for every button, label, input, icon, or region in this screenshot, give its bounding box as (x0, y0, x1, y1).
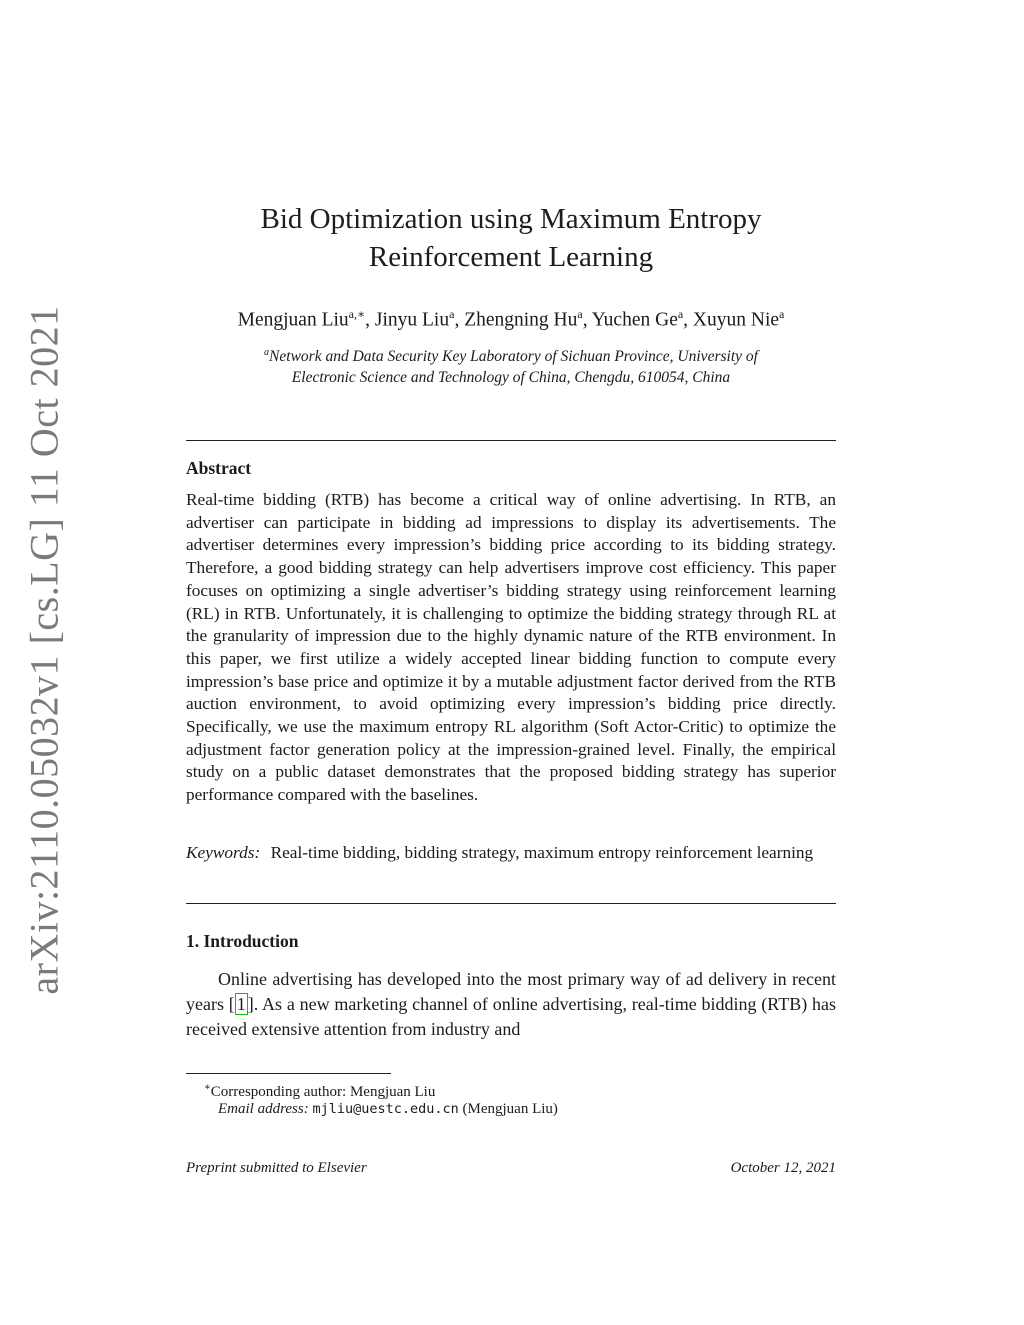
title-line-1: Bid Optimization using Maximum Entropy (260, 203, 762, 235)
abstract-heading: Abstract (186, 458, 252, 478)
author-affiliation-mark: a (677, 307, 684, 321)
author-list (186, 300, 836, 335)
introduction-text: Online advertising has developed into the most primary way of ad delivery in recent years [ 1 ]. As a new marketing channel of online advertising, real-time bidding (RTB) has received extensive attention from industry and (186, 969, 836, 1039)
top-divider (186, 440, 836, 441)
author-affiliation-mark: a (779, 307, 785, 321)
abstract-text: Real-time bidding (RTB) has become a critical way of online advertising. In RTB, an advertiser can participate in bidding ad impressions to display its advertisements. The advertiser determines every impression’s bidding price according to its bidding strategy. Therefore, a good bidding strategy can help advertisers improve cost efficiency. This paper focuses on optimizing a single advertiser’s bidding strategy using reinforcement learning (RL) in RTB. Unfortunately, it is challenging to optimize the bidding strategy through RL at the granularity of impression due to the highly dynamic nature of the RTB environment. In this paper, we first utilize a widely accepted linear bidding function to compute every impression’s base price and optimize it by a mutable adjustment factor derived from the RTB auction environment, to avoid optimizing every impression’s bidding price directly. Specifically, we use the maximum entropy RL algorithm (Soft Actor-Critic) to optimize the adjustment factor generation policy at the impression-grained level. Finally, the empirical study on a public dataset demonstrates that the proposed bidding strategy has superior performance compared with the baselines. (186, 490, 836, 805)
preprint-note: Preprint submitted to Elsevier (186, 1160, 367, 1176)
corresponding-author: Corresponding author: Mengjuan Liu (210, 1084, 436, 1100)
author-affiliation-mark: a (449, 307, 455, 321)
author-separator: , (365, 309, 375, 331)
affiliation-line-2: Electronic Science and Technology of China, Chengdu, 610054, China (291, 369, 731, 387)
author-affiliation-mark: a,∗ (348, 307, 366, 321)
author-name: Xuyun Nie (692, 309, 780, 331)
affiliation (186, 342, 836, 388)
author-separator: , (454, 309, 465, 331)
author-separator: , (582, 309, 592, 331)
paper-title (186, 200, 836, 276)
title-line-2: Reinforcement Learning (368, 241, 654, 273)
affiliation-line-1: $^a$Network and Data Security Key Laboratory of Sichuan Province, University of (264, 347, 758, 366)
author-separator: , (683, 309, 693, 331)
keywords (186, 841, 836, 864)
footnote-divider (186, 1073, 391, 1074)
intro-text-start: Online advertising has developed into the most primary way of ad delivery in recent years (186, 969, 836, 1014)
email-owner: (Mengjuan Liu) (462, 1101, 558, 1117)
preprint-date: October 12, 2021 (730, 1160, 836, 1176)
keywords-text: Real-time bidding, bidding strategy, maximum entropy reinforcement learning (270, 843, 814, 862)
citation-link[interactable]: 1 (236, 994, 246, 1014)
author-name: Jinyu Liu (374, 309, 450, 331)
keywords-label: Keywords: (186, 843, 261, 862)
author-name: Zhengning Hu (464, 309, 578, 331)
email-address[interactable]: mjliu@uestc.edu.cn (312, 1101, 459, 1117)
arxiv-identifier: arXiv:2110.05032v1 [cs.LG] 11 Oct 2021 (21, 305, 67, 995)
introduction-heading: 1. Introduction (186, 931, 299, 951)
affiliation-mark: a (264, 347, 270, 358)
bottom-divider (186, 903, 836, 904)
email-label: Email address: (218, 1101, 309, 1117)
author-name: Yuchen Ge (591, 309, 678, 331)
author-name: Mengjuan Liu (237, 309, 349, 331)
intro-text-rest: . As a new marketing channel of online advertising, real-time bidding (RTB) has received extensive attention from industry and (186, 994, 836, 1039)
footnote-email (218, 1099, 558, 1119)
author-affiliation-mark: a (577, 307, 583, 321)
footnote-mark: ∗ (204, 1082, 211, 1093)
